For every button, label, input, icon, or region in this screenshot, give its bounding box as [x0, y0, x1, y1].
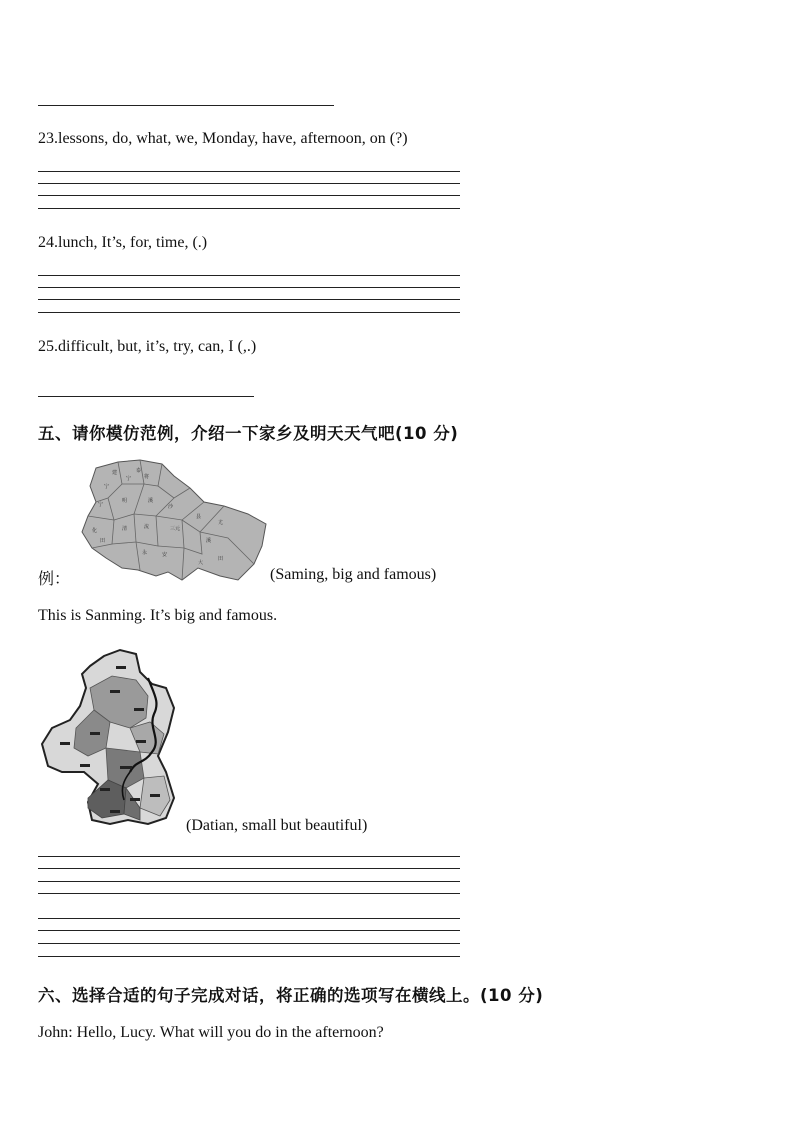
svg-text:流: 流	[144, 524, 150, 530]
example-row	[38, 566, 70, 589]
answer-line-top[interactable]	[38, 105, 334, 106]
datian-map-image	[40, 648, 180, 828]
example-label: 例：	[38, 569, 71, 588]
svg-text:大: 大	[198, 560, 204, 566]
answer-line[interactable]	[38, 195, 460, 196]
svg-text:沙: 沙	[168, 504, 174, 510]
question-number: 24.	[38, 234, 58, 251]
svg-text:溪: 溪	[148, 498, 154, 504]
answer-line[interactable]	[38, 171, 460, 172]
svg-text:安: 安	[162, 552, 168, 558]
svg-text:宁: 宁	[104, 484, 110, 490]
svg-text:县: 县	[196, 514, 202, 520]
answer-line[interactable]	[38, 183, 460, 184]
svg-text:宁: 宁	[98, 502, 104, 508]
svg-text:永: 永	[142, 550, 148, 556]
section-5-heading: 五、请你模仿范例，介绍一下家乡及明天天气吧(10 分)	[38, 424, 459, 443]
svg-text:尤: 尤	[218, 520, 224, 526]
example-answer: This is Sanming. It’s big and famous.	[38, 607, 278, 624]
question-prompt: difficult, but, it’s, try, can, I (,.)	[58, 338, 257, 355]
svg-text:将: 将	[144, 474, 150, 480]
svg-text:建: 建	[112, 470, 118, 476]
svg-text:三元: 三元	[170, 526, 181, 532]
task-hint: (Datian, small but beautiful)	[186, 817, 368, 834]
answer-line[interactable]	[38, 868, 460, 869]
section-6-heading: 六、选择合适的句子完成对话，将正确的选项写在横线上。(10 分)	[38, 986, 544, 1005]
answer-line[interactable]	[38, 956, 460, 957]
svg-text:明: 明	[122, 498, 128, 504]
svg-text:化: 化	[92, 528, 98, 534]
question-24	[38, 234, 207, 252]
answer-line[interactable]	[38, 918, 460, 919]
answer-line[interactable]	[38, 299, 460, 300]
answer-line[interactable]	[38, 275, 460, 276]
svg-text:泰: 泰	[136, 468, 142, 474]
answer-line[interactable]	[38, 856, 460, 857]
question-23	[38, 130, 408, 148]
dialogue-line-1: John: Hello, Lucy. What will you do in the afternoon?	[38, 1024, 384, 1041]
answer-line[interactable]	[38, 893, 460, 894]
answer-line[interactable]	[38, 930, 460, 931]
svg-text:田: 田	[100, 538, 106, 544]
example-hint: (Saming, big and famous)	[270, 566, 437, 583]
svg-text:清: 清	[122, 526, 128, 532]
answer-line[interactable]	[38, 312, 460, 313]
question-prompt: lunch, It’s, for, time, (.)	[58, 234, 208, 251]
answer-line[interactable]	[38, 396, 254, 397]
svg-text:田: 田	[218, 556, 224, 562]
answer-line[interactable]	[38, 208, 460, 209]
svg-text:溪: 溪	[206, 538, 212, 544]
question-prompt: lessons, do, what, we, Monday, have, afternoon, on (?)	[58, 130, 408, 147]
svg-text:宁: 宁	[126, 476, 132, 482]
question-number: 23.	[38, 130, 58, 147]
answer-line[interactable]	[38, 881, 460, 882]
question-number: 25.	[38, 338, 58, 355]
answer-line[interactable]	[38, 287, 460, 288]
sanming-map-image	[78, 458, 270, 584]
answer-line[interactable]	[38, 943, 460, 944]
question-25	[38, 338, 256, 356]
